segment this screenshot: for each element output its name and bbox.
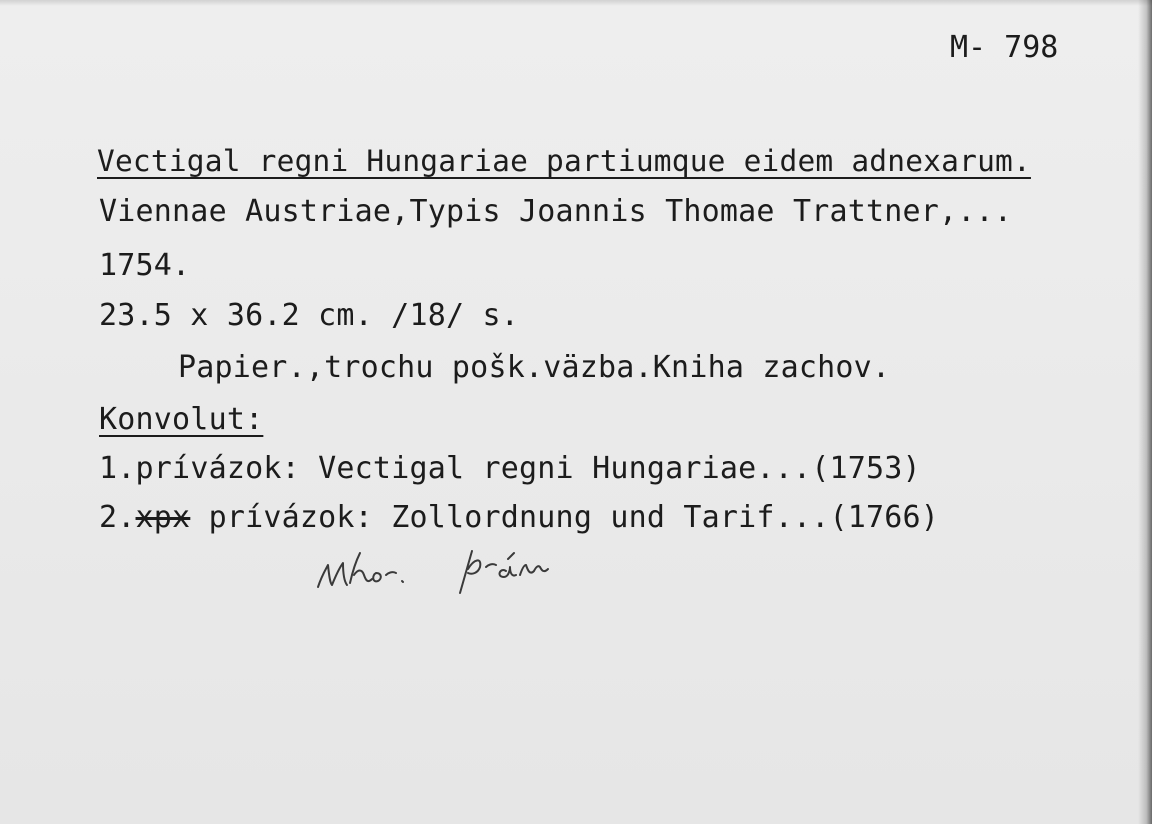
handwritten-signature [310, 535, 570, 605]
item-number: 1. [99, 451, 136, 486]
konvolut-item-2 [99, 500, 939, 536]
card-right-shadow [1138, 0, 1152, 824]
item-number: 2. [99, 500, 136, 535]
call-number: M- 798 [950, 30, 1059, 65]
item-text: prívázok: Vectigal regni Hungariae...(1753) [135, 451, 921, 486]
publication-year: 1754. [99, 248, 191, 283]
item-text: prívázok: Zollordnung und Tarif...(1766) [190, 500, 940, 535]
record-title: Vectigal regni Hungariae partiumque eidem adnexarum. [97, 144, 1031, 178]
struck-out-text: xpx [135, 500, 191, 535]
imprint-line: Viennae Austriae,Typis Joannis Thomae Trattner,... [99, 194, 1013, 229]
konvolut-item-1 [99, 451, 921, 487]
konvolut-heading: Konvolut: [99, 402, 264, 437]
condition-note: Papier.,trochu pošk.väzba.Kniha zachov. [178, 350, 891, 385]
dimensions-line: 23.5 x 36.2 cm. /18/ s. [99, 298, 520, 333]
card-top-shadow [0, 0, 1152, 6]
